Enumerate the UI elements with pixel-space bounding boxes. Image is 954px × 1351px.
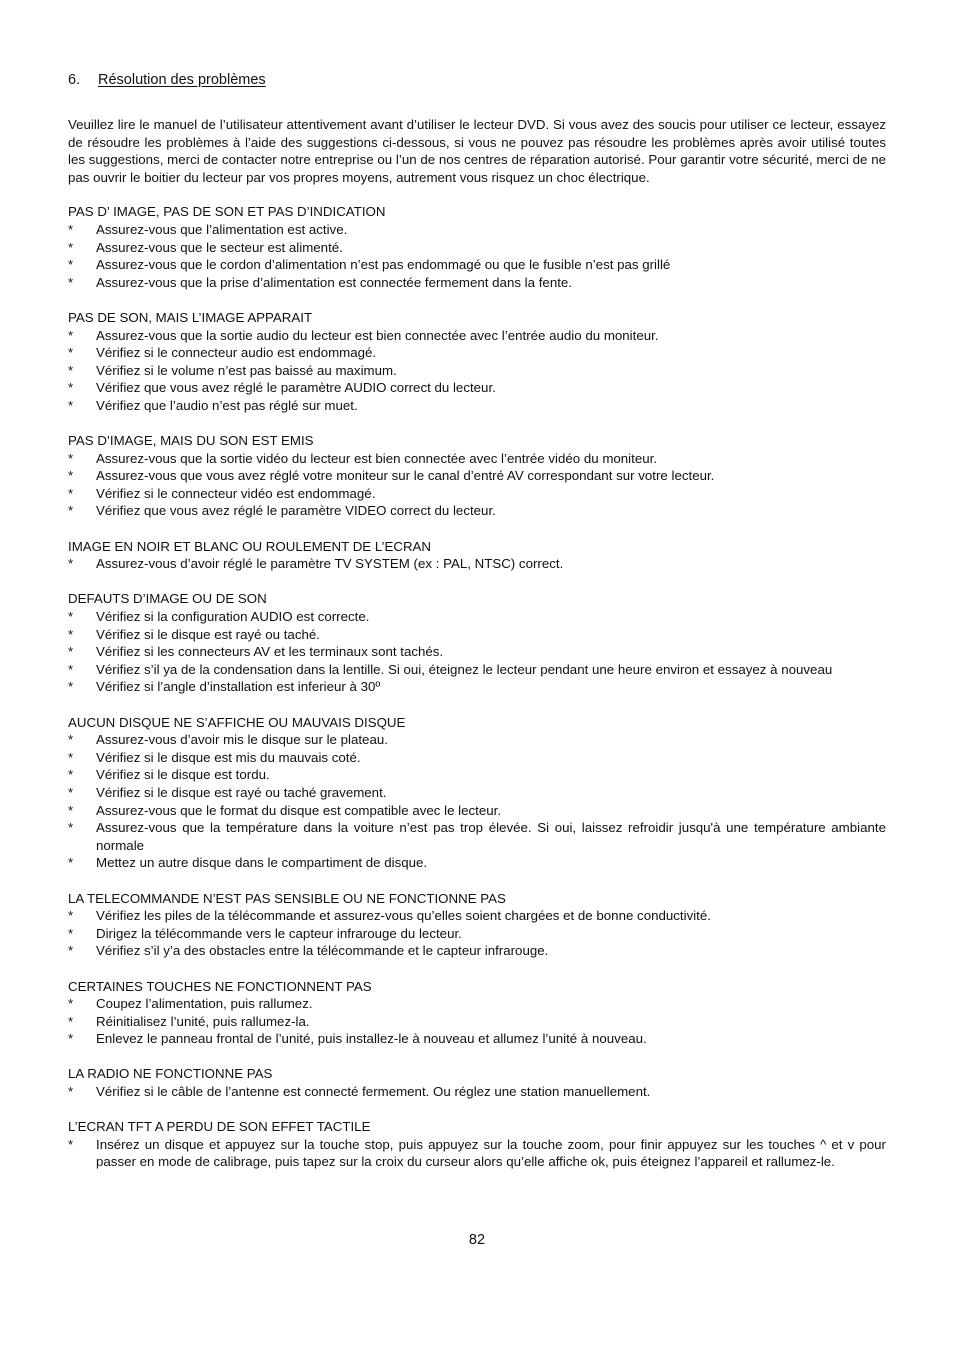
- bullet-asterisk: *: [68, 556, 74, 572]
- section-title: IMAGE EN NOIR ET BLANC OU ROULEMENT DE L’ECRAN: [68, 538, 432, 554]
- section-title: CERTAINES TOUCHES NE FONCTIONNENT PAS: [68, 978, 372, 994]
- bullet-asterisk: *: [68, 503, 74, 519]
- suggestion-item: [68, 854, 886, 872]
- suggestion-item: [68, 256, 886, 274]
- bullet-asterisk: *: [68, 362, 74, 378]
- bullet-asterisk: *: [68, 644, 74, 660]
- troubleshooting-sections: [68, 203, 886, 1171]
- bullet-asterisk: *: [68, 996, 74, 1012]
- bullet-asterisk: *: [68, 925, 74, 941]
- troubleshooting-section: [68, 1118, 886, 1171]
- bullet-asterisk: *: [68, 380, 74, 396]
- suggestion-list: [68, 995, 886, 1048]
- suggestion-text: Assurez-vous que la sortie vidéo du lecteur est bien connectée avec l’entrée vidéo du moniteur.: [96, 450, 658, 466]
- suggestion-text: Vérifiez que l’audio n’est pas réglé sur muet.: [96, 397, 358, 413]
- suggestion-text: Vérifiez si les connecteurs AV et les terminaux sont tachés.: [96, 644, 444, 660]
- suggestion-text: Vérifiez si le connecteur audio est endommagé.: [96, 345, 377, 361]
- bullet-asterisk: *: [68, 274, 74, 290]
- troubleshooting-section: [68, 590, 886, 696]
- suggestion-list: [68, 221, 886, 291]
- suggestion-text: Mettez un autre disque dans le compartiment de disque.: [96, 855, 428, 871]
- suggestion-text: Assurez-vous que le cordon d’alimentation n’est pas endommagé ou que le fusible n’est pas grillé: [96, 257, 671, 273]
- bullet-asterisk: *: [68, 1031, 74, 1047]
- suggestion-item: [68, 749, 886, 767]
- bullet-asterisk: *: [68, 1013, 74, 1029]
- bullet-asterisk: *: [68, 450, 74, 466]
- suggestion-text: Coupez l’alimentation, puis rallumez.: [96, 996, 313, 1012]
- troubleshooting-section: [68, 890, 886, 960]
- suggestion-list: [68, 555, 886, 573]
- section-title: PAS D’ IMAGE, PAS DE SON ET PAS D’INDICATION: [68, 204, 386, 220]
- suggestion-text: Vérifiez que vous avez réglé le paramètre AUDIO correct du lecteur.: [96, 380, 496, 396]
- suggestion-item: [68, 942, 886, 960]
- suggestion-item: [68, 995, 886, 1013]
- suggestion-text: Assurez-vous que la sortie audio du lecteur est bien connectée avec l’entrée audio du moniteur.: [96, 327, 659, 343]
- suggestion-text: Assurez-vous que la prise d’alimentation est connectée fermement dans la fente.: [96, 274, 572, 290]
- suggestion-text: Assurez-vous que la température dans la voiture n’est pas trop élevée. Si oui, laissez refroidir jusqu'à une température ambiante normale: [96, 820, 886, 853]
- heading-number: 6.: [68, 72, 81, 88]
- suggestion-text: Vérifiez si l’angle d’installation est inferieur à 30º: [96, 679, 381, 695]
- suggestion-item: [68, 608, 886, 626]
- suggestion-text: Réinitialisez l’unité, puis rallumez-la.: [96, 1013, 310, 1029]
- suggestion-text: Vérifiez s’il y’a des obstacles entre la télécommande et le capteur infrarouge.: [96, 943, 549, 959]
- troubleshooting-section: [68, 309, 886, 415]
- bullet-asterisk: *: [68, 239, 74, 255]
- bullet-asterisk: *: [68, 732, 74, 748]
- suggestion-item: [68, 274, 886, 292]
- suggestion-text: Vérifiez si le disque est rayé ou taché gravement.: [96, 784, 387, 800]
- suggestion-text: Vérifiez si le disque est mis du mauvais coté.: [96, 749, 361, 765]
- bullet-asterisk: *: [68, 345, 74, 361]
- bullet-asterisk: *: [68, 749, 74, 765]
- intro-paragraph: Veuillez lire le manuel de l’utilisateur attentivement avant d’utiliser le lecteur DVD. Si vous avez des soucis pour utiliser ce lecteur, essayez de résoudre les problèmes à l’aide des suggestions ci-dessous, si vous ne pouvez pas résoudre les problèmes après avoir utilisé toutes les suggestions, merci de contacter notre entreprise ou l’un de nos centres de réparation autorisé. Pour garantir votre sécurité, merci de ne pas ouvrir le boitier du lecteur par vos propres moyens, autrement vous risquez un choc électrique.: [68, 117, 886, 185]
- bullet-asterisk: *: [68, 468, 74, 484]
- section-title: PAS DE SON, MAIS L’IMAGE APPARAIT: [68, 309, 313, 325]
- suggestion-item: [68, 485, 886, 503]
- suggestion-list: [68, 907, 886, 960]
- suggestion-item: [68, 450, 886, 468]
- bullet-asterisk: *: [68, 626, 74, 642]
- suggestion-text: Assurez-vous que le secteur est alimenté.: [96, 239, 343, 255]
- bullet-asterisk: *: [68, 679, 74, 695]
- suggestion-item: [68, 819, 886, 854]
- suggestion-list: [68, 608, 886, 696]
- suggestion-text: Dirigez la télécommande vers le capteur infrarouge du lecteur.: [96, 925, 462, 941]
- suggestion-item: [68, 1013, 886, 1031]
- suggestion-text: Assurez-vous d’avoir réglé le paramètre TV SYSTEM (ex : PAL, NTSC) correct.: [96, 556, 564, 572]
- bullet-asterisk: *: [68, 609, 74, 625]
- bullet-asterisk: *: [68, 661, 74, 677]
- bullet-asterisk: *: [68, 908, 74, 924]
- bullet-asterisk: *: [68, 943, 74, 959]
- troubleshooting-section: [68, 203, 886, 291]
- suggestion-item: [68, 1083, 886, 1101]
- bullet-asterisk: *: [68, 767, 74, 783]
- suggestion-list: [68, 1083, 886, 1101]
- suggestion-item: [68, 766, 886, 784]
- suggestion-text: Vérifiez que vous avez réglé le paramètre VIDEO correct du lecteur.: [96, 503, 496, 519]
- troubleshooting-section: [68, 714, 886, 872]
- suggestion-item: [68, 643, 886, 661]
- bullet-asterisk: *: [68, 784, 74, 800]
- section-title: LA RADIO NE FONCTIONNE PAS: [68, 1066, 273, 1082]
- bullet-asterisk: *: [68, 397, 74, 413]
- suggestion-item: [68, 1030, 886, 1048]
- bullet-asterisk: *: [68, 485, 74, 501]
- bullet-asterisk: *: [68, 855, 74, 871]
- page-heading: [68, 70, 886, 90]
- troubleshooting-section: [68, 978, 886, 1048]
- heading-title: Résolution des problèmes: [98, 72, 266, 88]
- suggestion-item: [68, 907, 886, 925]
- suggestion-text: Vérifiez les piles de la télécommande et assurez-vous qu’elles soient chargées et de bonne conductivité.: [96, 908, 711, 924]
- section-title: LA TELECOMMANDE N’EST PAS SENSIBLE OU NE FONCTIONNE PAS: [68, 890, 506, 906]
- bullet-asterisk: *: [68, 820, 74, 836]
- suggestion-item: [68, 802, 886, 820]
- suggestion-text: Vérifiez si le disque est rayé ou taché.: [96, 626, 320, 642]
- troubleshooting-section: [68, 538, 886, 573]
- suggestion-item: [68, 1136, 886, 1171]
- suggestion-text: Insérez un disque et appuyez sur la touche stop, puis appuyez sur la touche zoom, pour finir appuyez sur les touches ^ et v pour passer en mode de calibrage, puis tapez sur la croix du curseur alors qu’elle affiche ok, puis éteignez l’appareil et rallumez-le.: [96, 1136, 886, 1170]
- suggestion-item: [68, 502, 886, 520]
- suggestion-text: Vérifiez si le volume n’est pas baissé au maximum.: [96, 362, 397, 378]
- bullet-asterisk: *: [68, 1084, 74, 1100]
- suggestion-item: [68, 397, 886, 415]
- bullet-asterisk: *: [68, 257, 74, 273]
- suggestion-item: [68, 221, 886, 239]
- suggestion-item: [68, 661, 886, 679]
- bullet-asterisk: *: [68, 221, 74, 237]
- suggestion-list: [68, 1136, 886, 1171]
- suggestion-text: Assurez-vous que le format du disque est compatible avec le lecteur.: [96, 802, 502, 818]
- suggestion-item: [68, 678, 886, 696]
- suggestion-text: Vérifiez si le connecteur vidéo est endommagé.: [96, 485, 376, 501]
- document-page: [68, 70, 886, 1189]
- suggestion-item: [68, 362, 886, 380]
- suggestion-text: Assurez-vous que l’alimentation est active.: [96, 221, 348, 237]
- bullet-asterisk: *: [68, 1136, 74, 1152]
- suggestion-list: [68, 731, 886, 872]
- suggestion-item: [68, 784, 886, 802]
- suggestion-list: [68, 327, 886, 415]
- page-number: 82: [468, 1232, 486, 1248]
- section-title: AUCUN DISQUE NE S’AFFICHE OU MAUVAIS DISQUE: [68, 714, 406, 730]
- section-title: PAS D’IMAGE, MAIS DU SON EST EMIS: [68, 433, 314, 449]
- suggestion-text: Vérifiez si la configuration AUDIO est correcte.: [96, 609, 370, 625]
- suggestion-item: [68, 344, 886, 362]
- suggestion-item: [68, 555, 886, 573]
- suggestion-text: Vérifiez si le câble de l’antenne est connecté fermement. Ou réglez une station manuellement.: [96, 1084, 651, 1100]
- suggestion-item: [68, 379, 886, 397]
- suggestion-text: Assurez-vous que vous avez réglé votre moniteur sur le canal d’entré AV correspondant sur votre lecteur.: [96, 468, 715, 484]
- suggestion-item: [68, 626, 886, 644]
- suggestion-item: [68, 731, 886, 749]
- section-title: L’ECRAN TFT A PERDU DE SON EFFET TACTILE: [68, 1119, 371, 1135]
- suggestion-item: [68, 327, 886, 345]
- section-title: DEFAUTS D’IMAGE OU DE SON: [68, 591, 267, 607]
- suggestion-item: [68, 239, 886, 257]
- suggestion-item: [68, 925, 886, 943]
- troubleshooting-section: [68, 432, 886, 520]
- bullet-asterisk: *: [68, 327, 74, 343]
- troubleshooting-section: [68, 1065, 886, 1100]
- suggestion-text: Enlevez le panneau frontal de l’unité, puis installez-le à nouveau et allumez l’unité à nouveau.: [96, 1031, 647, 1047]
- suggestion-list: [68, 450, 886, 520]
- bullet-asterisk: *: [68, 802, 74, 818]
- suggestion-text: Vérifiez s’il ya de la condensation dans la lentille. Si oui, éteignez le lecteur pendant une heure environ et essayez à nouveau: [96, 661, 833, 677]
- suggestion-text: Vérifiez si le disque est tordu.: [96, 767, 270, 783]
- suggestion-text: Assurez-vous d’avoir mis le disque sur le plateau.: [96, 732, 388, 748]
- suggestion-item: [68, 467, 886, 485]
